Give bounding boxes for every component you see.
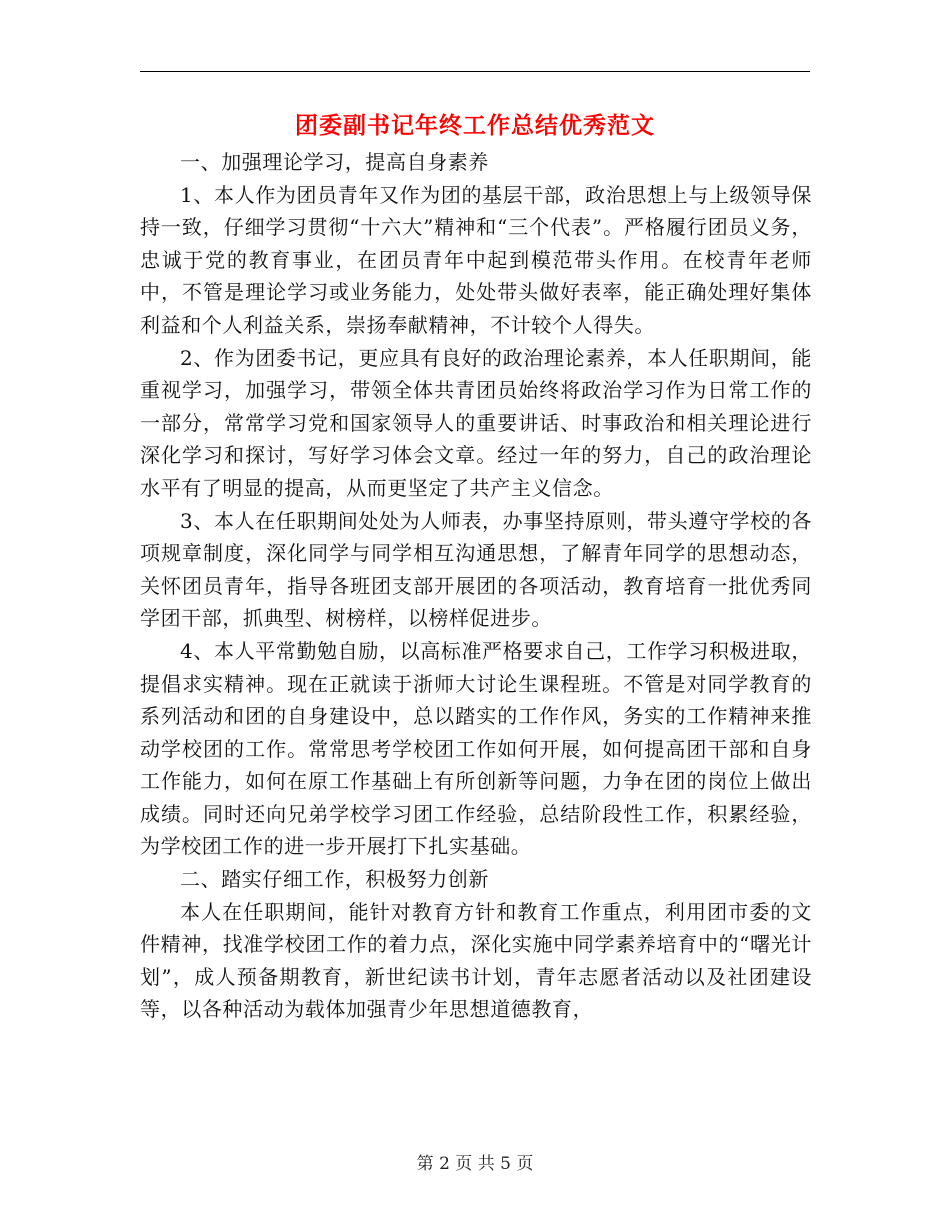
page-number-footer: 第 2 页 共 5 页 (416, 1154, 534, 1174)
paragraph-5: 本人在任职期间，能针对教育方针和教育工作重点，利用团市委的文件精神，找准学校团工作的着力点，深化实施中同学素养培育中的“曙光计划”，成人预备期教育，新世纪读书计划，青年志愿者活动以及社团建设等，以各种活动为载体加强青少年思想道德教育， (140, 899, 812, 1022)
paragraph-1: 1、本人作为团员青年又作为团的基层干部，政治思想上与上级领导保持一致，仔细学习贯彻“十六大”精神和“三个代表”。严格履行团员义务，忠诚于党的教育事业，在团员青年中起到模范带头作用。在校青年老师中，不管是理论学习或业务能力，处处带头做好表率，能正确处理好集体利益和个人利益关系，崇扬奉献精神，不计较个人得失。 (140, 182, 812, 337)
paragraph-2: 2、作为团委书记，更应具有良好的政治理论素养，本人任职期间，能重视学习，加强学习，带领全体共青团员始终将政治学习作为日常工作的一部分，常常学习党和国家领导人的重要讲话、时事政治和相关理论进行深化学习和探讨，写好学习体会文章。经过一年的努力，自己的政治理论水平有了明显的提高，从而更坚定了共产主义信念。 (140, 345, 812, 500)
paragraph-4: 4、本人平常勤勉自励，以高标准严格要求自己，工作学习积极进取，提倡求实精神。现在正就读于浙师大讨论生课程班。不管是对同学教育的系列活动和团的自身建设中，总以踏实的工作作风，务实的工作精神来推动学校团的工作。常常思考学校团工作如何开展，如何提高团干部和自身工作能力，如何在原工作基础上有所创新等问题，力争在团的岗位上做出成绩。同时还向兄弟学校学习团工作经验，总结阶段性工作，积累经验，为学校团工作的进一步开展打下扎实基础。 (140, 638, 812, 859)
header-rule (140, 71, 810, 72)
section-heading-2: 二、踏实仔细工作，积极努力创新 (180, 867, 489, 892)
document-body (140, 146, 812, 1026)
document-title: 团委副书记年终工作总结优秀范文 (295, 113, 655, 139)
paragraph-3: 3、本人在任职期间处处为人师表，办事坚持原则，带头遵守学校的各项规章制度，深化同学与同学相互沟通思想，了解青年同学的思想动态，关怀团员青年，指导各班团支部开展团的各项活动，教育培育一批优秀同学团干部，抓典型、树榜样，以榜样促进步。 (140, 508, 812, 631)
section-heading-1: 一、加强理论学习，提高自身素养 (180, 150, 489, 174)
